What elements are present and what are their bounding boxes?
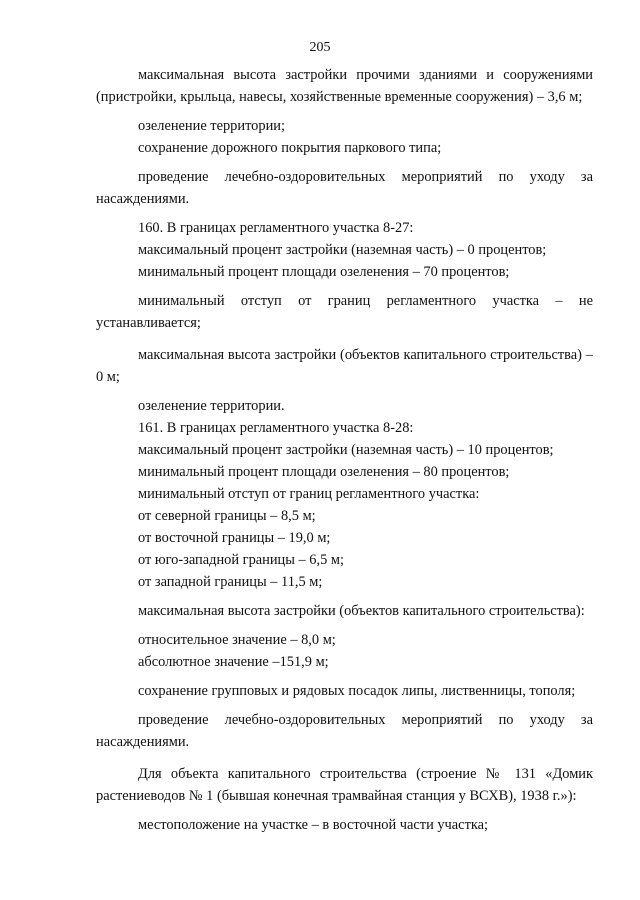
paragraph-north-setback: от северной границы – 8,5 м; xyxy=(138,508,316,524)
section-heading-8-27: 160. В границах регламентного участка 8-27: xyxy=(138,220,414,236)
paragraph-tree-care: проведение лечебно-оздоровительных мероприятий по уходу за насаждениями. xyxy=(96,169,593,207)
paragraph-tree-plantings: сохранение групповых и рядовых посадок липы, лиственницы, тополя; xyxy=(138,683,576,699)
paragraph-tree-care: проведение лечебно-оздоровительных мероприятий по уходу за насаждениями. xyxy=(96,712,593,750)
paragraph-min-green-percent: минимальный процент площади озеленения – 80 процентов; xyxy=(138,464,510,480)
paragraph-east-setback: от восточной границы – 19,0 м; xyxy=(138,530,331,546)
paragraph-location: местоположение на участке – в восточной части участка; xyxy=(138,817,489,833)
paragraph-min-green-percent: минимальный процент площади озеленения – 70 процентов; xyxy=(138,264,510,280)
document-body xyxy=(96,64,593,836)
paragraph-park-pavement: сохранение дорожного покрытия паркового типа; xyxy=(138,140,442,156)
paragraph-greening: озеленение территории; xyxy=(138,118,285,134)
paragraph-max-build-percent: максимальный процент застройки (наземная часть) – 0 процентов; xyxy=(138,242,547,258)
paragraph-west-setback: от западной границы – 11,5 м; xyxy=(138,574,323,590)
paragraph-relative-height: относительное значение – 8,0 м; xyxy=(138,632,336,648)
paragraph-southwest-setback: от юго-западной границы – 6,5 м; xyxy=(138,552,345,568)
paragraph-max-height-other-buildings: максимальная высота застройки прочими зданиями и сооружениями (пристройки, крыльца, навесы, хозяйственные временные сооружения) – 3,6 м; xyxy=(96,67,593,105)
paragraph-greening: озеленение территории. xyxy=(138,398,285,414)
paragraph-max-build-percent: максимальный процент застройки (наземная часть) – 10 процентов; xyxy=(138,442,554,458)
section-heading-8-28: 161. В границах регламентного участка 8-28: xyxy=(138,420,414,436)
paragraph-min-setback: минимальный отступ от границ регламентного участка – не устанавливается; xyxy=(96,293,593,331)
paragraph-max-height: максимальная высота застройки (объектов капитального строительства) – 0 м; xyxy=(96,347,593,385)
paragraph-max-height: максимальная высота застройки (объектов капитального строительства): xyxy=(138,603,585,619)
paragraph-min-setback: минимальный отступ от границ регламентного участка: xyxy=(138,486,480,502)
paragraph-absolute-height: абсолютное значение –151,9 м; xyxy=(138,654,329,670)
page-number: 205 xyxy=(309,40,331,55)
paragraph-capital-object: Для объекта капитального строительства (строение № 131 «Домик растениеводов № 1 (бывшая конечная трамвайная станция у ВСХВ), 1938 г.»): xyxy=(96,766,593,804)
